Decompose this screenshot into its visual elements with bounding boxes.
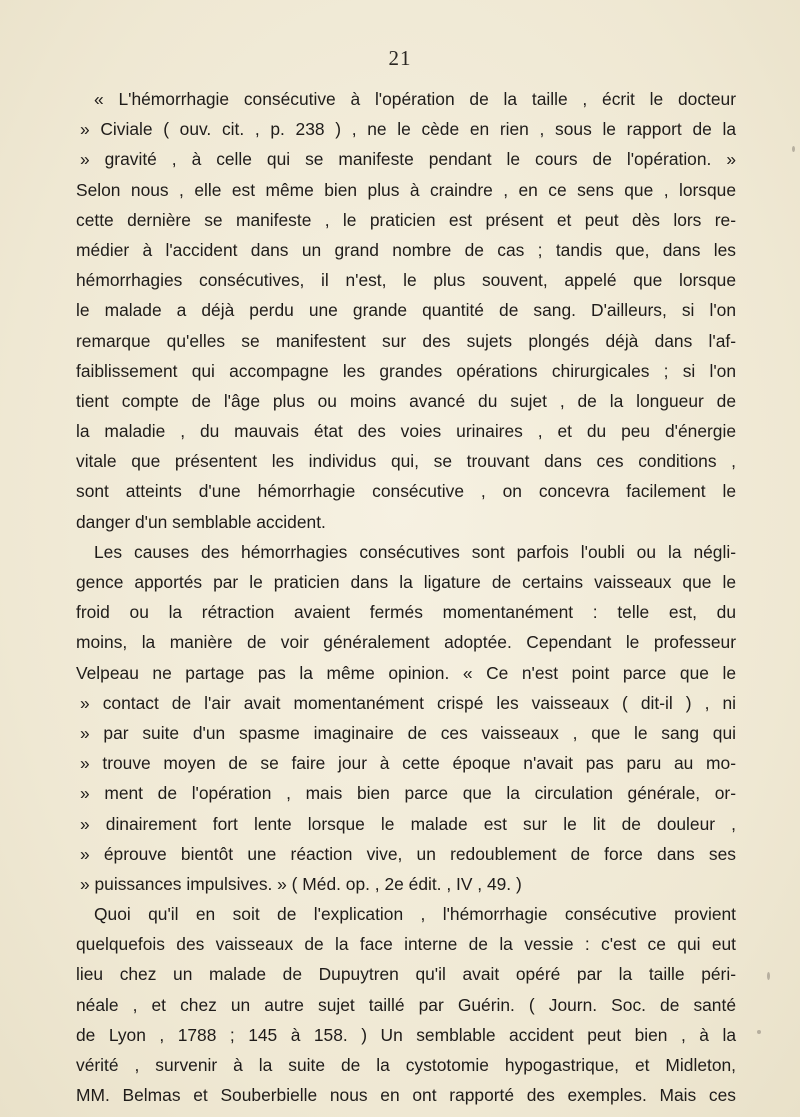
text-line: Selon nous , elle est même bien plus à craindre , en ce sens que , lorsque <box>76 179 736 200</box>
body-text <box>76 84 736 1110</box>
text-line: » par suite d'un spasme imaginaire de ces vaisseaux , que le sang qui <box>80 722 736 743</box>
text-line: remarque qu'elles se manifestent sur des sujets plongés déjà dans l'af- <box>76 330 736 351</box>
text-line: » puissances impulsives. » ( Méd. op. , 2e édit. , IV , 49. ) <box>80 873 522 894</box>
text-line: la maladie , du mauvais état des voies urinaires , et du peu d'énergie <box>76 421 736 442</box>
text-line: » dinairement fort lente lorsque le malade est sur le lit de douleur , <box>80 813 736 834</box>
paper-speck <box>757 1030 761 1034</box>
text-line: froid ou la rétraction avaient fermés momentanément : telle est, du <box>76 602 736 623</box>
text-line: danger d'un semblable accident. <box>76 511 326 532</box>
text-line: tient compte de l'âge plus ou moins avancé du sujet , de la longueur de <box>76 390 736 411</box>
page-number: 21 <box>388 46 412 70</box>
text-line: » trouve moyen de se faire jour à cette époque n'avait pas paru au mo- <box>80 753 736 774</box>
text-line: de Lyon , 1788 ; 145 à 158. ) Un semblable accident peut bien , à la <box>76 1024 736 1045</box>
text-line: Quoi qu'il en soit de l'explication , l'hémorrhagie consécutive provient <box>94 904 736 925</box>
text-line: quelquefois des vaisseaux de la face interne de la vessie : c'est ce qui eut <box>76 934 736 955</box>
text-line: médier à l'accident dans un grand nombre de cas ; tandis que, dans les <box>76 239 736 260</box>
text-line: » gravité , à celle qui se manifeste pendant le cours de l'opération. » <box>80 149 736 170</box>
text-line: » éprouve bientôt une réaction vive, un redoublement de force dans ses <box>80 843 736 864</box>
text-line: lieu chez un malade de Dupuytren qu'il avait opéré par la taille péri- <box>76 964 736 985</box>
text-line: faiblissement qui accompagne les grandes opérations chirurgicales ; si l'on <box>76 360 736 381</box>
text-line: » Civiale ( ouv. cit. , p. 238 ) , ne le cède en rien , sous le rapport de la <box>80 119 736 140</box>
text-line: moins, la manière de voir généralement adoptée. Cependant le professeur <box>76 632 736 653</box>
text-line: vitale que présentent les individus qui, se trouvant dans ces conditions , <box>76 451 736 472</box>
text-line: néale , et chez un autre sujet taillé par Guérin. ( Journ. Soc. de santé <box>76 994 736 1015</box>
text-line: MM. Belmas et Souberbielle nous en ont rapporté des exemples. Mais ces <box>76 1085 736 1106</box>
text-line: vérité , survenir à la suite de la cystotomie hypogastrique, et Midleton, <box>76 1055 736 1075</box>
paper-speck <box>792 146 795 152</box>
paper-speck <box>767 972 770 980</box>
text-line: « L'hémorrhagie consécutive à l'opération de la taille , écrit le docteur <box>94 89 736 109</box>
text-line: Velpeau ne partage pas la même opinion. « Ce n'est point parce que le <box>76 662 736 683</box>
text-line: » contact de l'air avait momentanément crispé les vaisseaux ( dit-il ) , ni <box>80 692 736 713</box>
text-line: hémorrhagies consécutives, il n'est, le plus souvent, appelé que lorsque <box>76 270 736 291</box>
text-line: » ment de l'opération , mais bien parce que la circulation générale, or- <box>80 783 736 804</box>
text-line: gence apportés par le praticien dans la ligature de certains vaisseaux que le <box>76 572 736 592</box>
text-line: cette dernière se manifeste , le praticien est présent et peut dès lors re- <box>76 209 736 230</box>
text-line: le malade a déjà perdu une grande quantité de sang. D'ailleurs, si l'on <box>76 300 736 321</box>
text-line: Les causes des hémorrhagies consécutives sont parfois l'oubli ou la négli- <box>94 541 736 562</box>
text-line: sont atteints d'une hémorrhagie consécutive , on concevra facilement le <box>76 481 736 502</box>
